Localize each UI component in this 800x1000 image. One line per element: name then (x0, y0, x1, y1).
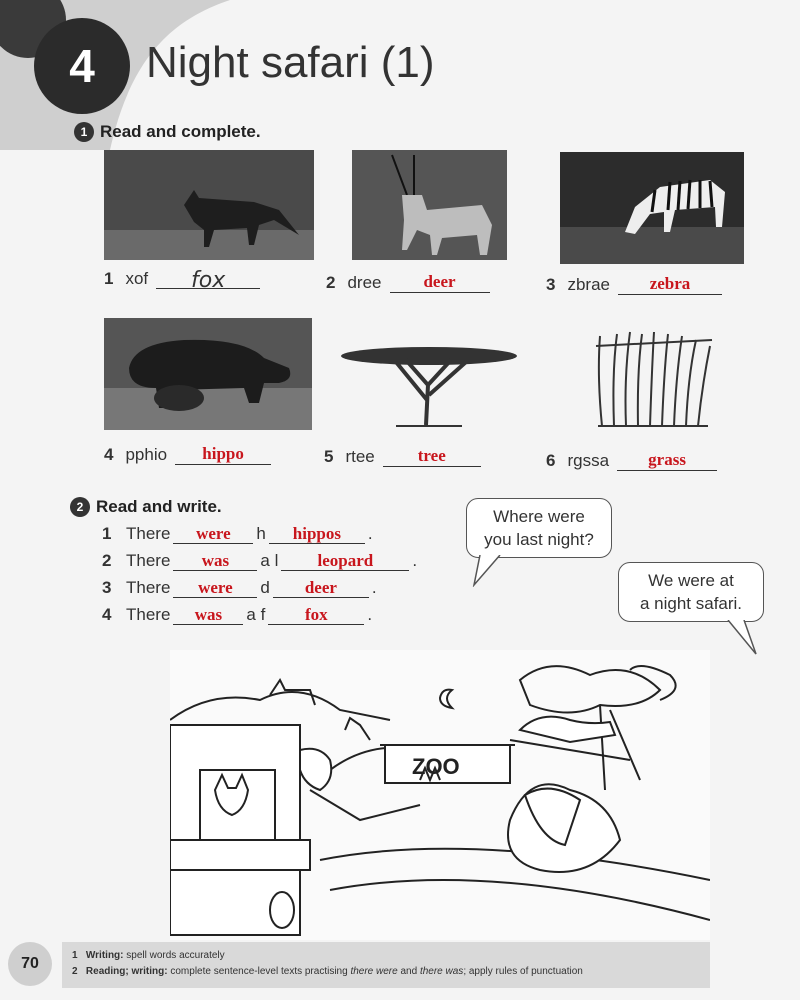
verb-blank[interactable]: was (173, 605, 243, 625)
answer-text: tree (417, 446, 446, 465)
answer-blank[interactable] (618, 274, 722, 295)
scrambled-word: rtee (345, 447, 375, 466)
zoo-sign: ZOO (412, 754, 460, 779)
footer-bar (62, 942, 710, 988)
sentence-4: 4 There was a f fox . (102, 605, 373, 624)
section2-heading-text: Read and write. (96, 497, 222, 516)
answer-blank[interactable] (383, 446, 481, 467)
exercise-3: 3 zbrae zebra (546, 274, 722, 295)
page-title: Night safari (1) (146, 38, 435, 87)
hippo-photo (104, 318, 312, 430)
tree-drawing (336, 330, 522, 430)
noun-blank[interactable]: deer (273, 578, 369, 598)
answer-text: grass (648, 450, 686, 469)
sentence-3: 3 There were d deer . (102, 578, 377, 597)
verb-blank[interactable]: was (173, 551, 257, 571)
exercise-1: 1 xof fox (104, 268, 260, 289)
unit-number-badge: 4 (34, 18, 130, 114)
sentence-2: 2 There was a l leopard . (102, 551, 418, 570)
section2-heading (70, 497, 222, 517)
answer-blank[interactable] (390, 272, 490, 293)
verb-blank[interactable]: were (173, 578, 257, 598)
scrambled-word: zbrae (567, 275, 610, 294)
answer-text: zebra (649, 274, 691, 293)
section1-heading-text: Read and complete. (100, 122, 261, 141)
zebra-photo (560, 152, 744, 264)
scrambled-word: dree (347, 273, 382, 292)
noun-blank[interactable]: fox (268, 605, 364, 625)
exercise-5: 5 rtee tree (324, 446, 481, 467)
answer-text: deer (423, 272, 456, 291)
scrambled-word: rgssa (567, 451, 610, 470)
section2-number: 2 (70, 497, 90, 517)
section1-number: 1 (74, 122, 94, 142)
deer-photo (352, 150, 507, 260)
exercise-6: 6 rgssa grass (546, 450, 717, 471)
answer-blank[interactable] (617, 450, 717, 471)
scrambled-word: pphio (125, 445, 168, 464)
section1-heading (74, 122, 261, 142)
fox-photo (104, 150, 314, 260)
noun-blank[interactable]: leopard (281, 551, 409, 571)
answer-text: hippo (202, 444, 244, 463)
exercise-4: 4 pphio hippo (104, 444, 271, 465)
bubble-tail (470, 555, 510, 587)
exercise-2: 2 dree deer (326, 272, 490, 293)
noun-blank[interactable]: hippos (269, 524, 365, 544)
answer-blank[interactable] (175, 444, 271, 465)
footer-line-2: 2 Reading; writing: complete sentence-level texts practising there were and there was; apply rules of punctuation (72, 966, 583, 977)
sentence-1: 1 There were h hippos . (102, 524, 373, 543)
scrambled-word: xof (125, 269, 149, 288)
bubble-tail (722, 620, 762, 656)
footer-line-1: 1 Writing: spell words accurately (72, 950, 225, 961)
speech-bubble-question: Where were you last night? (466, 498, 612, 558)
verb-blank[interactable]: were (173, 524, 253, 544)
night-safari-illustration (170, 650, 710, 940)
answer-text: fox (191, 268, 226, 293)
speech-bubble-answer: We were at a night safari. (618, 562, 764, 622)
grass-drawing (592, 326, 716, 430)
page-number: 70 (8, 942, 52, 986)
